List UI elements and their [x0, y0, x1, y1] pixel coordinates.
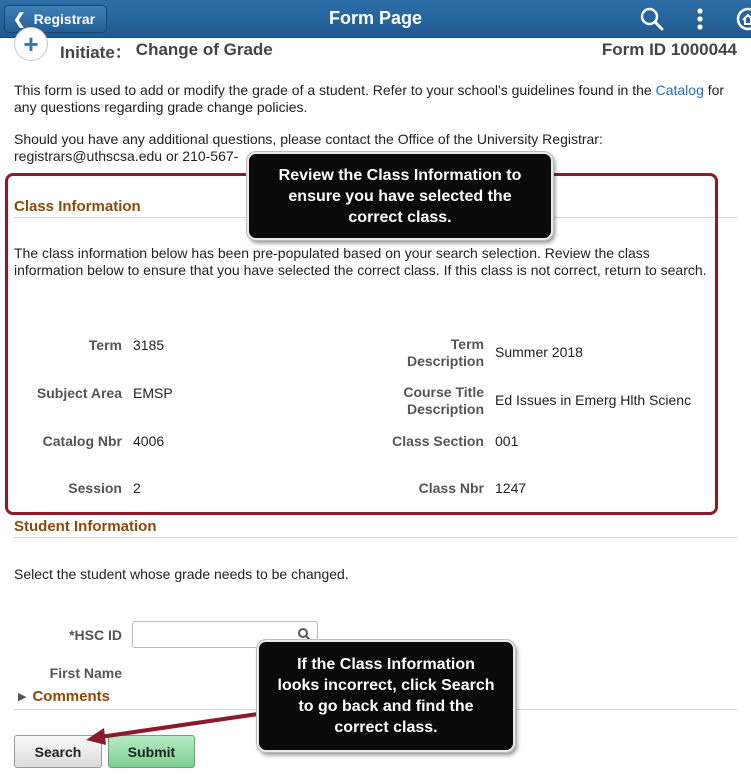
subject-area-label: Subject Area: [36, 385, 122, 401]
term-description-label: Term Description: [406, 336, 484, 369]
first-name-label: First Name: [49, 665, 122, 681]
form-id: [602, 40, 737, 60]
hsc-id-label: *HSC ID: [69, 627, 122, 643]
contact-line-1: Should you have any additional questions, please contact the Office of the University Registrar:: [14, 131, 603, 147]
comments-label: Comments: [32, 688, 110, 705]
catalog-link[interactable]: Catalog: [655, 82, 704, 98]
intro-text-end: for any questions regarding grade change policies.: [14, 82, 725, 115]
class-section-label: Class Section: [392, 433, 484, 449]
class-nbr-value: 1247: [495, 480, 527, 496]
catalog-nbr-label: Catalog Nbr: [42, 433, 122, 449]
initiate-label: Initiate：: [60, 42, 132, 62]
form-id-value: 1000044: [670, 40, 737, 59]
student-instruction: Select the student whose grade needs to be changed.: [14, 566, 349, 582]
search-icon[interactable]: [639, 6, 665, 32]
top-navigation-bar: [0, 0, 751, 38]
form-id-label: Form ID: [601, 40, 667, 59]
review-class-callout: [247, 152, 553, 240]
session-label: Session: [68, 480, 122, 496]
search-hint-callout: [257, 640, 515, 752]
session-value: 2: [133, 480, 141, 496]
comments-toggle[interactable]: [18, 688, 110, 705]
class-information-title: Class Information: [14, 198, 141, 215]
course-title-value: Ed Issues in Emerg Hlth Scienc: [495, 392, 692, 408]
class-information-description: The class information below has been pre-populated based on your search selection. Review the class information below to ensure that you have selected the correct class. If this class is not correct, return to search.: [14, 245, 707, 278]
more-vertical-icon[interactable]: [690, 6, 710, 32]
contact-line-2: registrars@uthscsa.edu or 210-567-: [14, 148, 239, 164]
submit-button[interactable]: Submit: [108, 735, 195, 768]
expand-triangle-icon: ▶: [18, 691, 27, 703]
subject-area-value: EMSP: [133, 385, 173, 401]
callout-line: correct class.: [334, 719, 438, 736]
section-divider: [14, 537, 737, 538]
class-nbr-label: Class Nbr: [418, 480, 484, 496]
search-button[interactable]: Search: [14, 735, 102, 768]
intro-text: This form is used to add or modify the grade of a student. Refer to your school's guidelines found in the: [14, 82, 656, 98]
callout-line: If the Class Information: [297, 656, 475, 673]
back-button-label: Registrar: [33, 11, 96, 27]
course-title-label: Course Title Description: [403, 384, 484, 417]
callout-line: looks incorrect, click Search: [277, 677, 495, 694]
student-information-title: Student Information: [14, 518, 157, 535]
term-value: 3185: [133, 337, 165, 353]
term-label: Term: [88, 337, 122, 353]
lookup-icon[interactable]: [297, 627, 311, 641]
form-heading: [14, 28, 273, 62]
intro-paragraph: [14, 82, 739, 116]
term-description-value: Summer 2018: [495, 344, 583, 360]
home-icon[interactable]: [735, 6, 751, 32]
plus-icon: +: [14, 27, 48, 61]
callout-line: ensure you have selected the: [288, 187, 512, 205]
callout-line: Review the Class Information to: [278, 166, 522, 184]
class-section-value: 001: [495, 433, 519, 449]
form-type-title: Change of Grade: [135, 40, 273, 59]
callout-line: correct class.: [348, 208, 452, 226]
page-title: Form Page: [328, 8, 423, 28]
callout-line: to go back and find the: [298, 698, 474, 715]
chevron-left-icon: ❮: [13, 11, 26, 28]
catalog-nbr-value: 4006: [133, 433, 165, 449]
